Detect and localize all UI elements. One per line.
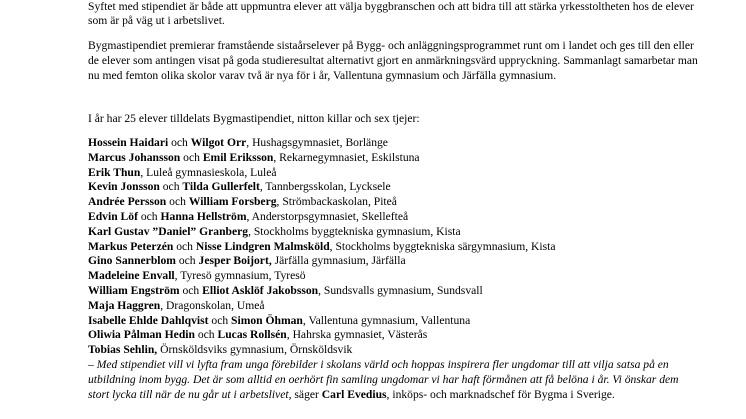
list-item: Andrée Persson och William Forsberg, Strömbackaskolan, Piteå — [88, 195, 397, 209]
list-item: Karl Gustav ”Daniel” Granberg, Stockholms byggtekniska gymnasium, Kista — [88, 224, 461, 238]
quote-paragraph: – Med stipendiet vill vi lyfta fram unga förebilder i skolans värld och hoppas inspirera fler ungdomar till att vilja satsa på en utbildning inom bygg. Det är som alltid en oerhört fin samling ungdomar vi har haft förmånen att få belöna i år. Vi önskar dem stort lycka till när de nu går ut i arbetslivet, säger Carl Evedius, inköps- och marknadschef för Bygma i Sverige. — [88, 358, 679, 401]
intro-paragraph: Syftet med stipendiet är både att uppmuntra elever att välja byggbranschen och att bidra till att stärka yrkesstoltheten hos de elever som är på väg ut i arbetslivet. — [88, 0, 694, 28]
list-item: Gino Sannerblom och Jesper Boijort, Järfälla gymnasium, Järfälla — [88, 254, 406, 268]
program-paragraph: Bygmastipendiet premierar framstående sistaårselever på Bygg- och anläggningsprogrammet runt om i landet och ges till den eller de elever som antingen visat på goda studieresultat alternativt gjort en anmärkningsvärd uppryckning. Sammanlagt samarbetar man nu med femton olika skolor varav två är nya för i år, Vallentuna gymnasium och Järfälla gymnasium. — [88, 39, 698, 82]
list-item: Erik Thun, Luleå gymnasieskola, Luleå — [88, 165, 277, 179]
list-item: Isabelle Ehlde Dahlqvist och Simon Öhman, Vallentuna gymnasium, Vallentuna — [88, 313, 471, 327]
list-item: William Engström och Elliot Asklöf Jakobsson, Sundsvalls gymnasium, Sundsvall — [88, 283, 483, 297]
list-item: Hossein Haidari och Wilgot Orr, Hushagsgymnasiet, Borlänge — [88, 136, 388, 149]
recipients-intro: I år har 25 elever tilldelats Bygmastipendiet, nitton killar och sex tjejer: — [88, 112, 420, 125]
list-item: Markus Peterzén och Nisse Lindgren Malmsköld, Stockholms byggtekniska särgymnasium, Kista — [88, 239, 556, 253]
speaker-name: Carl Evedius — [321, 387, 387, 401]
recipient-list — [88, 136, 556, 358]
list-item: Madeleine Envall, Tyresö gymnasium, Tyresö — [88, 269, 306, 283]
list-item: Tobias Sehlin, Örnsköldsviks gymnasium, Örnsköldsvik — [88, 343, 353, 357]
list-item: Marcus Johansson och Emil Eriksson, Rekarnegymnasiet, Eskilstuna — [88, 150, 420, 164]
list-item: Oliwia Pålman Hedin och Lucas Rollsén, Hahrska gymnasiet, Västerås — [88, 328, 428, 342]
list-item: Kevin Jonsson och Tilda Gullerfelt, Tannbergsskolan, Lycksele — [88, 180, 391, 194]
list-item: Edvin Löf och Hanna Hellström, Anderstorpsgymnasiet, Skellefteå — [88, 209, 409, 223]
list-item: Maja Haggren, Dragonskolan, Umeå — [88, 298, 265, 312]
